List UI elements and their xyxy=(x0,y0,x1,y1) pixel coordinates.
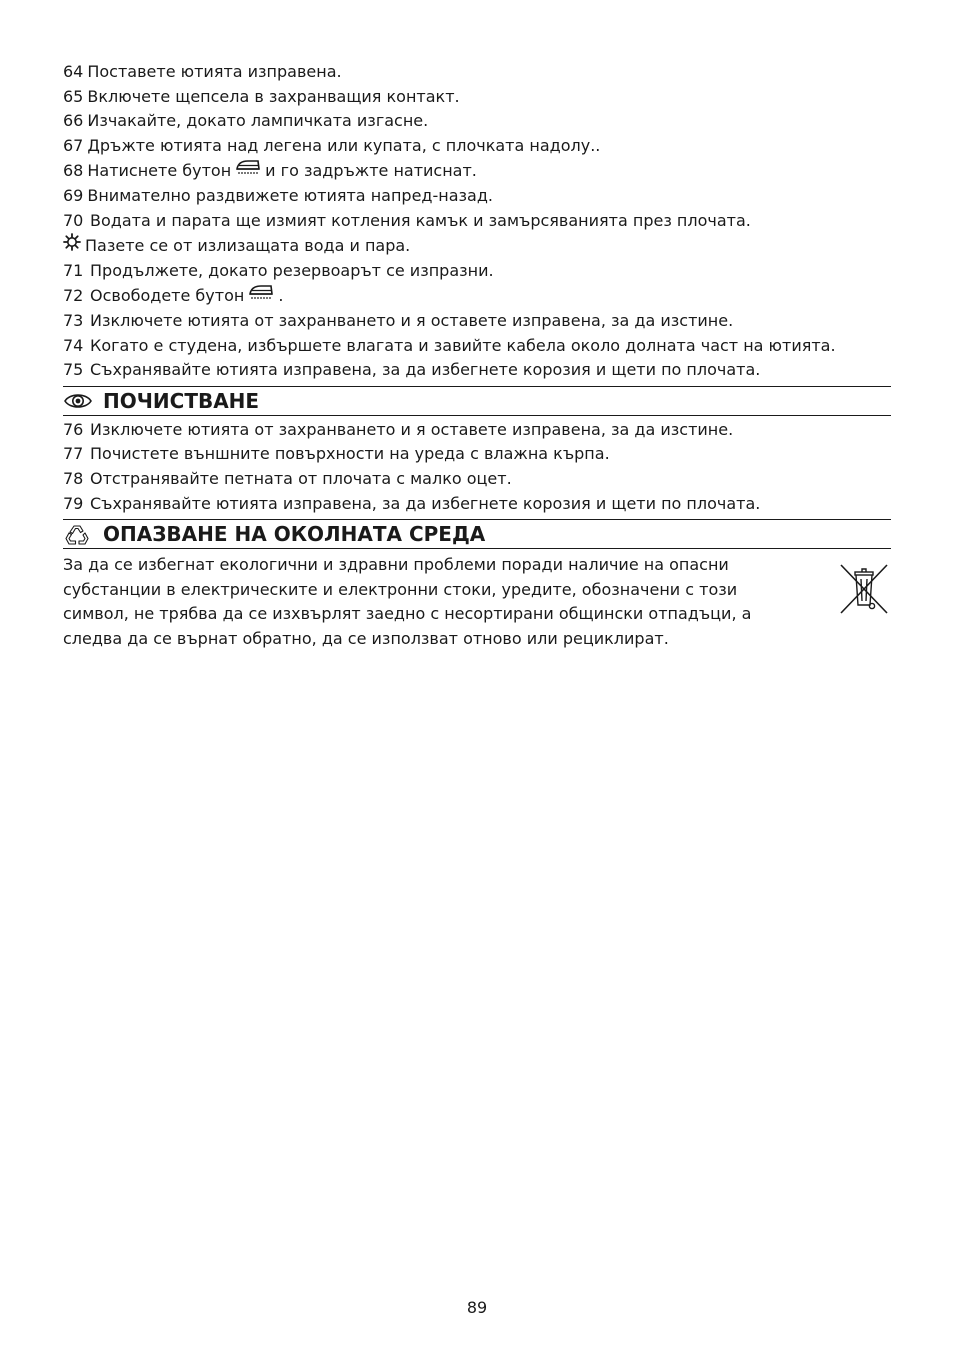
step-69 xyxy=(63,184,891,209)
step-text-after: и го задръжте натиснат. xyxy=(265,160,477,180)
step-text: Дръжте ютията над легена или купата, с плочката надолу.. xyxy=(87,135,601,155)
environment-title: ОПАЗВАНЕ НА ОКОЛНАТА СРЕДА xyxy=(103,522,486,547)
environment-line: символ, не трябва да се изхвърлят заедно с несортирани общински отпадъци, а xyxy=(63,604,752,624)
step-71 xyxy=(63,259,891,284)
step-number: 69 xyxy=(63,185,84,205)
step-68 xyxy=(63,158,891,184)
warning-text: Пазете се от излизащата вода и пара. xyxy=(85,235,411,255)
step-text: Когато е студена, избършете влагата и завийте кабела около долната част на ютията. xyxy=(90,335,836,355)
environment-line: субстанции в електрическите и електронни стоки, уредите, обозначени с този xyxy=(63,579,738,599)
environment-body xyxy=(63,551,891,651)
step-79 xyxy=(63,492,891,517)
environment-paragraph xyxy=(63,553,793,651)
step-number: 65 xyxy=(63,86,84,106)
step-number: 71 xyxy=(63,260,84,280)
step-number: 74 xyxy=(63,335,84,355)
step-78 xyxy=(63,467,891,492)
step-number: 76 xyxy=(63,419,84,439)
crossed-out-wheelie-bin-icon xyxy=(839,563,889,619)
step-75 xyxy=(63,358,891,383)
step-64 xyxy=(63,60,891,85)
step-74 xyxy=(63,334,891,359)
step-number: 64 xyxy=(63,62,84,81)
step-number: 73 xyxy=(63,310,84,330)
step-number: 75 xyxy=(63,360,84,380)
step-text-before: Освободете бутон xyxy=(90,285,245,305)
hot-steam-warning-icon xyxy=(63,233,85,259)
warning-line xyxy=(63,233,891,259)
step-67 xyxy=(63,134,891,159)
step-70 xyxy=(63,209,891,234)
step-text: Изчакайте, докато лампичката изгасне. xyxy=(87,111,429,131)
iron-steam-icon xyxy=(234,158,262,184)
step-text: Внимателно раздвижете ютията напред-назад. xyxy=(87,185,493,205)
step-text: Продължете, докато резервоарът се изпразни. xyxy=(90,260,494,280)
step-text: Включете щепсела в захранващия контакт. xyxy=(87,86,460,106)
environment-line: следва да се върнат обратно, да се използват отново или рециклират. xyxy=(63,628,669,648)
step-number: 78 xyxy=(63,468,84,488)
step-77 xyxy=(63,442,891,467)
step-text: Водата и парата ще измият котления камък и замърсяванията през плочата. xyxy=(90,210,751,230)
step-76 xyxy=(63,418,891,443)
step-65 xyxy=(63,85,891,110)
cleaning-title: ПОЧИСТВАНЕ xyxy=(103,388,260,413)
step-66 xyxy=(63,109,891,134)
step-text: Съхранявайте ютията изправена, за да избегнете корозия и щети по плочата. xyxy=(90,360,761,380)
step-text: Изключете ютията от захранването и я оставете изправена, за да изстине. xyxy=(90,310,734,330)
page-number: 89 xyxy=(466,1298,488,1317)
step-number: 79 xyxy=(63,493,84,513)
step-number: 72 xyxy=(63,285,84,305)
step-text: Съхранявайте ютията изправена, за да избегнете корозия и щети по плочата. xyxy=(90,493,761,513)
recycle-icon xyxy=(63,523,103,545)
environment-line: За да се избегнат екологични и здравни проблеми поради наличие на опасни xyxy=(63,555,729,575)
step-text: Почистете външните повърхности на уреда с влажна кърпа. xyxy=(90,444,610,464)
step-text: Изключете ютията от захранването и я оставете изправена, за да изстине. xyxy=(90,419,734,439)
step-number: 77 xyxy=(63,444,84,464)
step-text: Отстранявайте петната от плочата с малко оцет. xyxy=(90,468,512,488)
iron-steam-icon xyxy=(247,283,275,309)
step-text: Поставете ютията изправена. xyxy=(87,62,342,81)
step-72 xyxy=(63,283,891,309)
step-number: 68 xyxy=(63,160,84,180)
step-73 xyxy=(63,309,891,334)
step-number: 66 xyxy=(63,111,84,131)
eye-icon xyxy=(63,390,103,412)
step-number: 67 xyxy=(63,135,84,155)
step-text-after: . xyxy=(278,285,284,305)
step-number: 70 xyxy=(63,210,84,230)
cleaning-heading xyxy=(63,386,891,416)
step-text-before: Натиснете бутон xyxy=(87,160,232,180)
page-content xyxy=(63,60,891,651)
environment-heading xyxy=(63,519,891,549)
